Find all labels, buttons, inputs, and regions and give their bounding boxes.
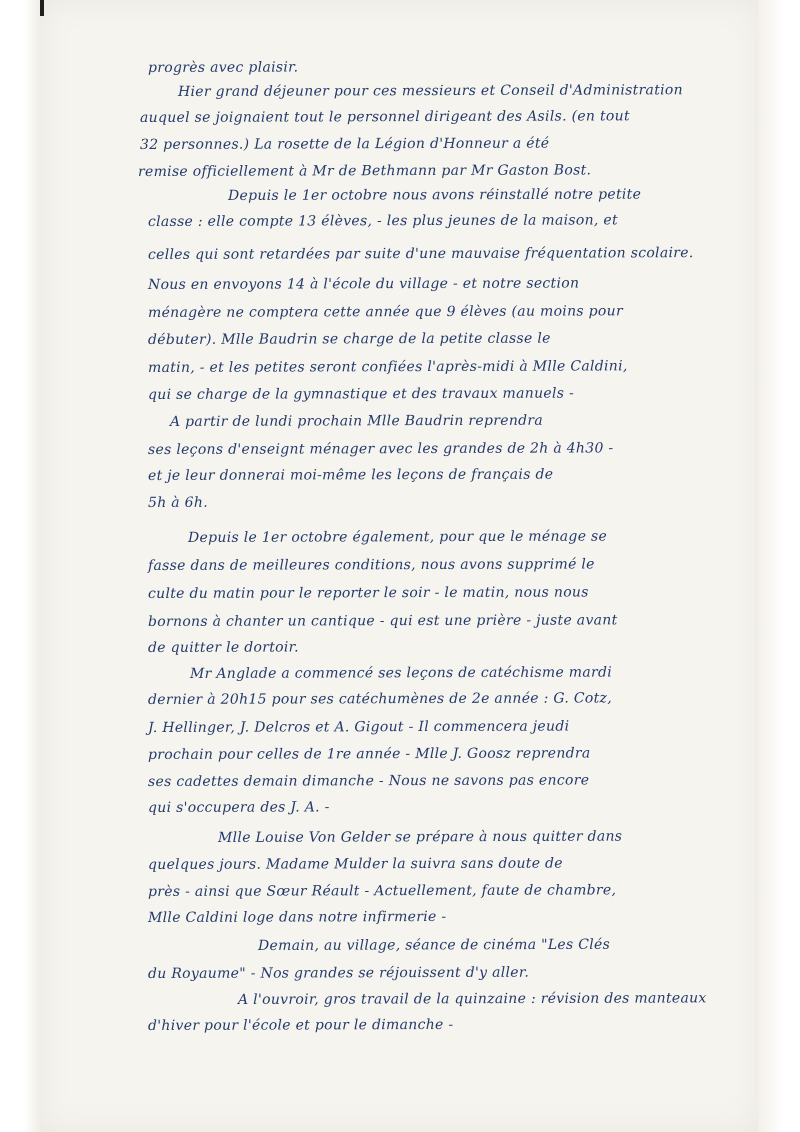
text-line: celles qui sont retardées par suite d'une mauvaise fréquentation scolaire. — [147, 245, 694, 263]
text-line: ses leçons d'enseignt ménager avec les grandes de 2h à 4h30 - — [147, 440, 614, 458]
text-line: débuter). Mlle Baudrin se charge de la petite classe le — [147, 330, 551, 348]
text-line: Hier grand déjeuner pour ces messieurs et Conseil d'Administration — [177, 82, 683, 100]
text-line: qui s'occupera des J. A. - — [147, 799, 330, 816]
text-line: auquel se joignaient tout le personnel dirigeant des Asils. (en tout — [139, 108, 630, 126]
text-line: d'hiver pour l'école et pour le dimanche - — [147, 1016, 454, 1034]
text-line: fasse dans de meilleures conditions, nous avons supprimé le — [147, 556, 595, 574]
text-line: de quitter le dortoir. — [147, 639, 299, 656]
text-line: Mlle Louise Von Gelder se prépare à nous quitter dans — [217, 828, 623, 846]
text-line: 5h à 6h. — [147, 494, 208, 511]
text-line: ses cadettes demain dimanche - Nous ne savons pas encore — [147, 772, 590, 790]
text-line: J. Hellinger, J. Delcros et A. Gigout - Il commencera jeudi — [147, 718, 570, 736]
text-line: dernier à 20h15 pour ses catéchumènes de 2e année : G. Cotz, — [147, 690, 612, 708]
text-line: quelques jours. Madame Mulder la suivra sans doute de — [147, 855, 563, 873]
text-line: Demain, au village, séance de cinéma "Les Clés — [257, 936, 611, 954]
text-line: près - ainsi que Sœur Réault - Actuellement, faute de chambre, — [147, 882, 617, 900]
text-line: progrès avec plaisir. — [147, 59, 299, 76]
text-line: culte du matin pour le reporter le soir - le matin, nous nous — [147, 584, 589, 602]
text-line: 32 personnes.) La rosette de la Légion d'Honneur a été — [139, 135, 550, 153]
text-line: qui se charge de la gymnastique et des travaux manuels - — [147, 385, 575, 403]
text-line: A partir de lundi prochain Mlle Baudrin reprendra — [169, 412, 544, 430]
text-line: Depuis le 1er octobre également, pour que le ménage se — [187, 528, 608, 546]
text-line: remise officiellement à Mr de Bethmann par Mr Gaston Bost. — [137, 162, 592, 180]
text-line: prochain pour celles de 1re année - Mlle J. Goosz reprendra — [147, 745, 591, 763]
text-line: ménagère ne comptera cette année que 9 élèves (au moins pour — [147, 303, 623, 321]
text-line: bornons à chanter un cantique - qui est une prière - juste avant — [147, 612, 618, 630]
text-line: A l'ouvroir, gros travail de la quinzaine : révision des manteaux — [237, 990, 707, 1008]
text-line: Mr Anglade a commencé ses leçons de catéchisme mardi — [189, 664, 613, 682]
text-line: classe : elle compte 13 élèves, - les plus jeunes de la maison, et — [147, 212, 618, 230]
text-line: du Royaume" - Nos grandes se réjouissent d'y aller. — [147, 964, 530, 982]
text-line: matin, - et les petites seront confiées l'après-midi à Mlle Caldini, — [147, 358, 628, 376]
text-line: Depuis le 1er octobre nous avons réinstallé notre petite — [227, 186, 642, 204]
text-line: Mlle Caldini loge dans notre infirmerie - — [147, 908, 447, 926]
text-line: et je leur donnerai moi-même les leçons de français de — [147, 466, 554, 484]
text-line: Nous en envoyons 14 à l'école du village - et notre section — [147, 275, 580, 293]
